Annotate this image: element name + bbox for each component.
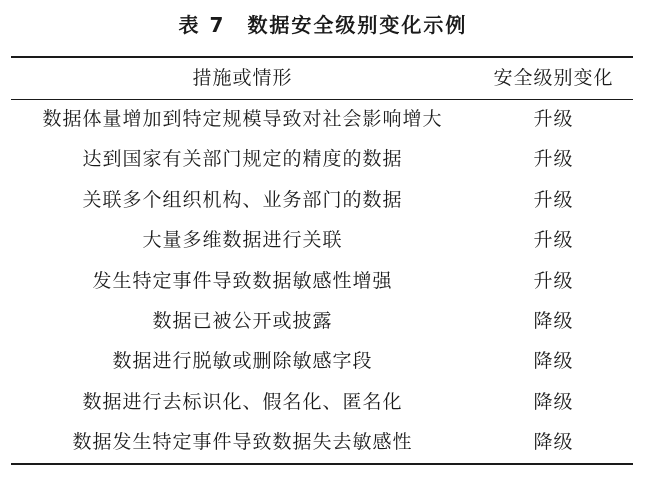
table-row: [11, 382, 633, 422]
cell-measure: 关联多个组织机构、业务部门的数据: [82, 188, 403, 211]
cell-change: 降级: [533, 390, 574, 413]
table-row: [11, 220, 633, 260]
cell-measure: 数据进行脱敏或删除敏感字段: [112, 350, 373, 373]
header-row: [11, 58, 633, 99]
cell-measure: 大量多维数据进行关联: [142, 229, 343, 252]
table-caption: [0, 12, 646, 38]
security-level-change-table: [11, 58, 633, 463]
cell-measure: 数据进行去标识化、假名化、匿名化: [82, 390, 403, 413]
cell-change: 升级: [533, 108, 574, 130]
table-row: [11, 422, 633, 462]
cell-change: 升级: [533, 188, 574, 211]
cell-measure: 发生特定事件导致数据敏感性增强: [92, 269, 393, 292]
cell-measure: 达到国家有关部门规定的精度的数据: [82, 148, 403, 171]
cell-change: 降级: [533, 310, 574, 333]
table-row: [11, 301, 633, 341]
cell-change: 升级: [533, 229, 574, 252]
table-title: 数据安全级别变化示例: [247, 13, 468, 37]
cell-measure: 数据发生特定事件导致数据失去敏感性: [72, 431, 413, 454]
cell-change: 升级: [533, 269, 574, 292]
bottom-rule: [11, 463, 633, 465]
cell-change: 升级: [533, 148, 574, 171]
cell-change: 降级: [533, 431, 574, 454]
table-row: [11, 261, 633, 301]
table-row: [11, 180, 633, 220]
table-header: [11, 58, 633, 99]
cell-change: 降级: [533, 350, 574, 373]
table-row: [11, 341, 633, 381]
table-row: [11, 99, 633, 139]
table-number: 表 7: [178, 13, 226, 37]
cell-measure: 数据已被公开或披露: [152, 310, 333, 333]
column-header-change: 安全级别变化: [493, 67, 614, 89]
table-row: [11, 139, 633, 179]
column-header-measure: 措施或情形: [192, 67, 293, 89]
cell-measure: 数据体量增加到特定规模导致对社会影响增大: [42, 108, 443, 130]
table-body: [11, 99, 633, 463]
